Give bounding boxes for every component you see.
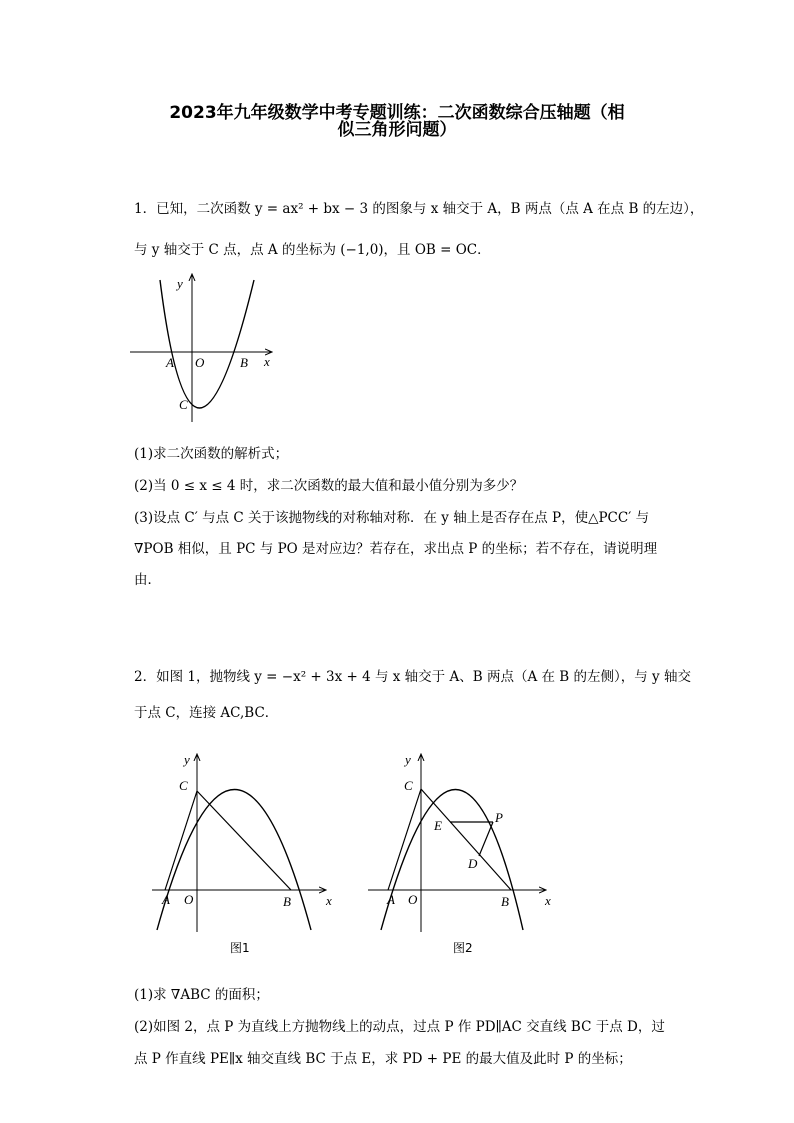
label-C: C <box>179 778 188 793</box>
label-O: O <box>195 355 205 370</box>
q2-figure-2 <box>368 752 558 962</box>
label-x: x <box>264 354 270 369</box>
segment-PD <box>479 822 493 856</box>
label-x: x <box>545 893 551 908</box>
label-C: C <box>179 397 188 412</box>
label-D: D <box>468 856 478 871</box>
label-C: C <box>404 778 413 793</box>
q2-figure-1 <box>150 752 340 962</box>
segment-BC <box>421 789 511 890</box>
caption-fig-1: 图1 <box>230 941 250 955</box>
label-B: B <box>283 894 291 909</box>
q1-parabola-graph <box>130 272 280 432</box>
label-O: O <box>184 892 194 907</box>
label-A: A <box>166 355 174 370</box>
label-y: y <box>184 752 190 767</box>
segment-AC <box>388 789 421 890</box>
label-B: B <box>240 355 248 370</box>
label-A: A <box>387 892 395 907</box>
label-O: O <box>408 892 418 907</box>
q1-sub-3-line-3: 由． <box>134 572 161 588</box>
label-A: A <box>162 892 170 907</box>
caption-fig-2: 图2 <box>453 941 473 955</box>
q1-sub-3-line-1: (3)设点 C′ 与点 C 关于该抛物线的对称轴对称．在 y 轴上是否存在点 P，使△PCC′ 与 <box>134 510 650 526</box>
q2-sub-2-line-2: 点 P 作直线 PE∥x 轴交直线 BC 于点 E，求 PD + PE 的最大值及此时 P 的坐标； <box>134 1051 632 1067</box>
q1-line-2: 与 y 轴交于 C 点，点 A 的坐标为 (−1,0)，且 OB = OC． <box>134 242 491 258</box>
q1-line-1: 1．已知，二次函数 y = ax² + bx − 3 的图象与 x 轴交于 A，B 两点（点 A 在点 B 的左边）， <box>134 201 704 217</box>
segment-BC <box>197 791 291 890</box>
title-line-2: 似三角形问题） <box>337 120 457 140</box>
q1-sub-3-line-2: ∇POB 相似，且 PC 与 PO 是对应边？若存在，求出点 P 的坐标；若不存在，请说明理 <box>134 541 658 557</box>
label-y: y <box>405 752 411 767</box>
q2-sub-2-line-1: (2)如图 2，点 P 为直线上方抛物线上的动点，过点 P 作 PD∥AC 交直线 BC 于点 D，过 <box>134 1019 665 1035</box>
q2-sub-1: (1)求 ∇ABC 的面积； <box>134 987 269 1003</box>
label-x: x <box>326 893 332 908</box>
q1-sub-1: (1)求二次函数的解析式； <box>134 446 289 462</box>
title-line-1: 2023年九年级数学中考专题训练：二次函数综合压轴题（相 <box>169 103 625 123</box>
q2-line-2: 于点 C，连接 AC,BC． <box>134 705 279 721</box>
q2-line-1: 2．如图 1，抛物线 y = −x² + 3x + 4 与 x 轴交于 A、B 两点（A 在 B 的左侧），与 y 轴交 <box>134 669 691 685</box>
q1-sub-2: (2)当 0 ≤ x ≤ 4 时，求二次函数的最大值和最小值分别为多少？ <box>134 478 524 494</box>
label-E: E <box>434 818 442 833</box>
parabola-curve <box>160 280 254 408</box>
label-P: P <box>495 810 503 825</box>
label-y: y <box>177 276 183 291</box>
segment-AC <box>165 791 197 890</box>
label-B: B <box>501 894 509 909</box>
